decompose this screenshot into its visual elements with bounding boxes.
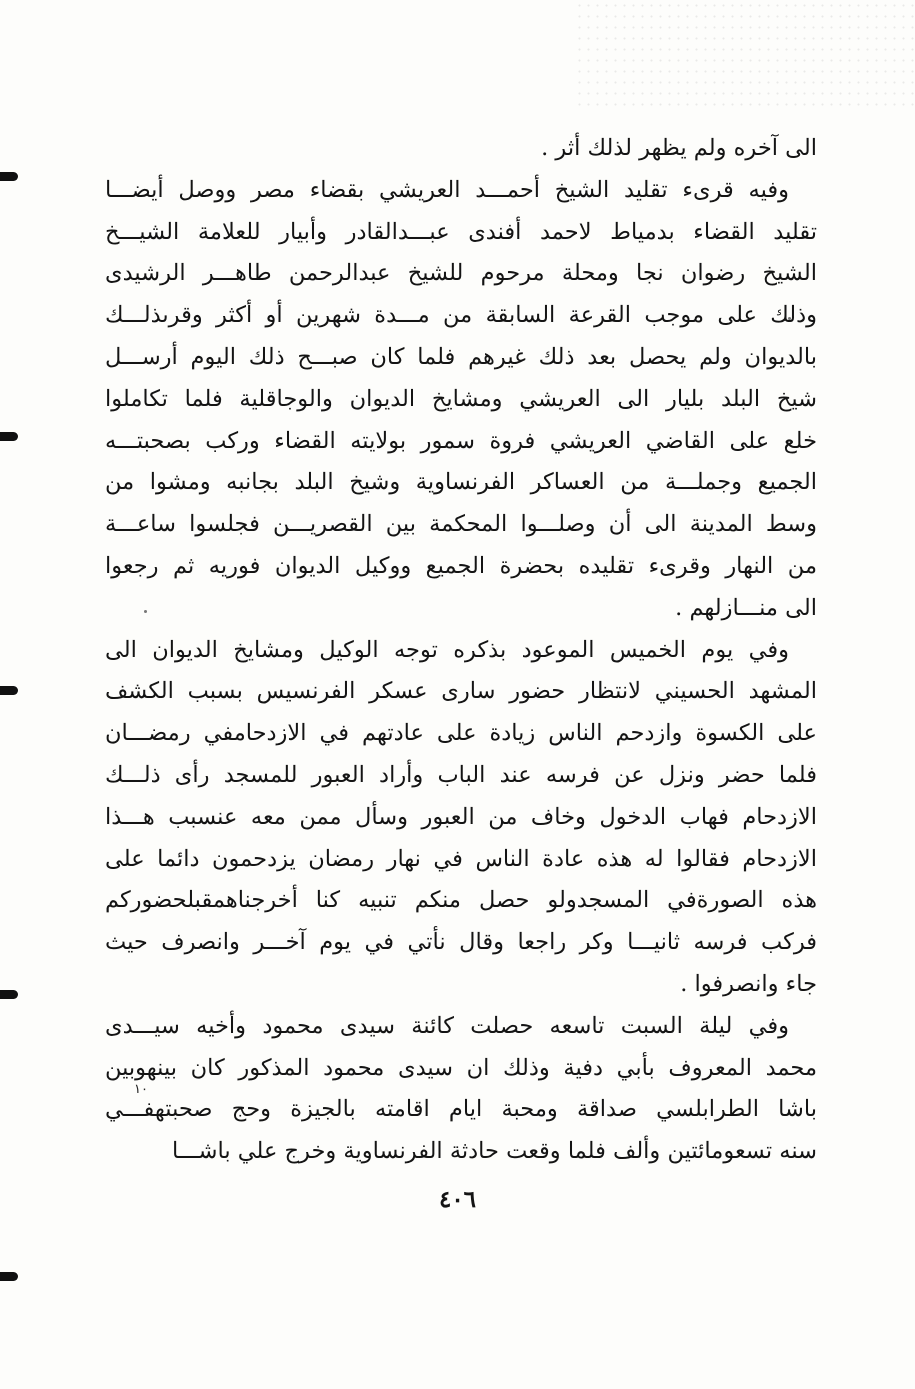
- text-line: جاء وانصرفوا .: [680, 970, 817, 997]
- text-line: من النهار وقرىء تقليده بحضرة الجميع ووكيل الديوان فوريه ثم رجعوا: [105, 552, 817, 579]
- text-line: الى آخره ولم يظهر لذلك أثر .: [541, 135, 817, 161]
- text-line: الى منـــازلهم .: [675, 594, 817, 621]
- paragraph: [105, 630, 817, 1006]
- body-text: [105, 128, 817, 1173]
- text-line: باشا الطرابلسي صداقة ومحبة ايام اقامته بالجيزة وحج صحبتهفـــي: [105, 1096, 817, 1123]
- page-number: ٤٠٦: [438, 1186, 477, 1213]
- scan-noise: [575, 0, 915, 110]
- text-line: فلما حضر ونزل عن فرسه عند الباب وأراد العبور للمسجد رأى ذلـــك: [105, 761, 817, 788]
- text-line: الشيخ رضوان نجا ومحلة مرحوم للشيخ عبدالرحمن طاهـــر الرشيدى: [105, 260, 817, 287]
- text-line: بالديوان ولم يحصل بعد ذلك غيرهم فلما كان صبـــح ذلك اليوم أرســـل: [105, 343, 817, 370]
- text-line: وفي ليلة السبت تاسعه حصلت كائنة سيدى محمود وأخيه سيـــدى: [105, 1012, 789, 1039]
- binding-mark: [0, 686, 18, 695]
- text-line: وذلك على موجب القرعة السابقة من مـــدة شهرين أو أكثر وقرىذلـــك: [105, 302, 817, 329]
- paragraph: [105, 1006, 817, 1173]
- text-line: تقليد القضاء بدمياط لاحمد أفندى عبـــدالقادر وأبيار للعلامة الشيـــخ: [105, 218, 817, 245]
- text-line: هذه الصورةفي المسجدولو حصل منكم تنبيه كنا أخرجناهمقبلحضوركم: [105, 887, 817, 914]
- text-line: الازدحام فقالوا له هذه عادة الناس في نهار رمضان يزدحمون دائما على: [105, 845, 817, 872]
- text-line: وسط المدينة الى أن وصلـــوا المحكمة بين القصريـــن فجلسوا ساعـــة: [105, 511, 817, 538]
- text-line: الجميع وجملـــة من العساكر الفرنساوية وشيخ البلد بجانبه ومشوا من: [105, 469, 817, 496]
- text-line: محمد المعروف بأبي دفية وذلك ان سيدى محمود المذكور كان بينهوبين: [105, 1054, 817, 1081]
- binding-mark: [0, 172, 18, 181]
- binding-mark: [0, 990, 18, 999]
- text-line: على الكسوة وازدحم الناس زيادة على عادتهم في الازدحامفي رمضـــان: [105, 720, 817, 747]
- paragraph: [105, 170, 817, 630]
- binding-mark: [0, 432, 18, 441]
- paragraph: [105, 128, 817, 170]
- text-line: وفي يوم الخميس الموعود بذكره توجه الوكيل ومشايخ الديوان الى: [105, 636, 789, 663]
- text-line: وفيه قرىء تقليد الشيخ أحمـــد العريشي بقضاء مصر ووصل أيضـــا: [105, 176, 789, 203]
- text-line: فركب فرسه ثانيـــا وكر راجعا وقال نأتي في يوم آخـــر وانصرف حيث: [105, 929, 817, 956]
- binding-mark: [0, 1272, 18, 1281]
- margin-note: ١٠: [134, 1082, 148, 1097]
- text-line: الازدحام فهاب الدخول وخاف من العبور وسأل ممن معه عنسبب هـــذا: [105, 803, 817, 830]
- text-line: سنه تسعومائتين وألف فلما وقعت حادثة الفرنساوية وخرج علي باشـــا: [172, 1138, 817, 1165]
- text-line: خلع على القاضي العريشي فروة سمور بولايته القضاء وركب بصحبتـــه: [105, 427, 817, 454]
- text-line: شيخ البلد بليار الى العريشي ومشايخ الديوان والوجاقلية فلما تكاملوا: [105, 385, 817, 412]
- text-line: المشهد الحسيني لانتظار حضور سارى عسكر الفرنسيس بسبب الكشف: [105, 678, 817, 705]
